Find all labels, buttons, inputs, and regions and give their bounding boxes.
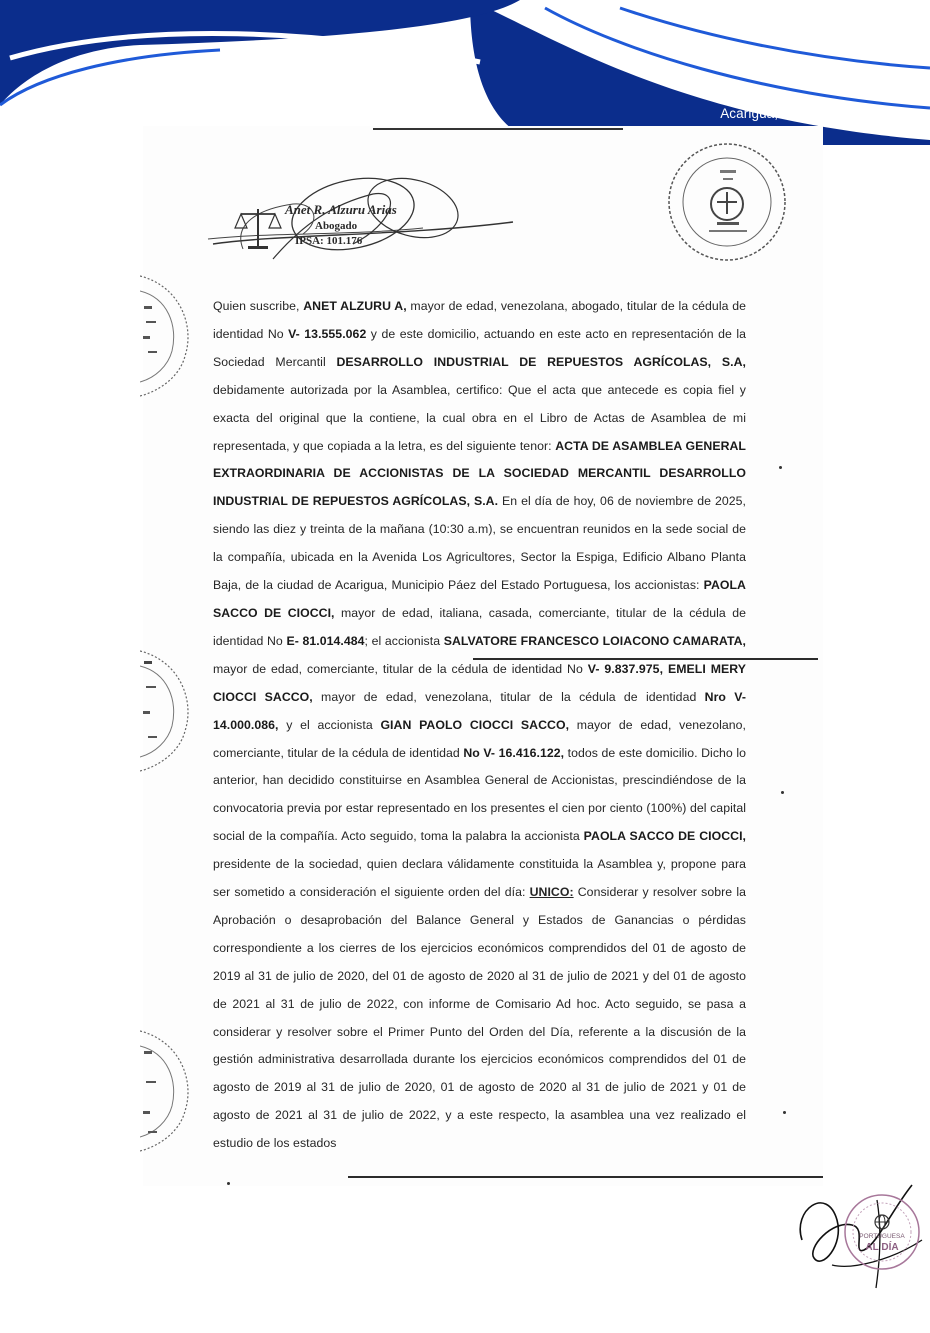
scan-speck (779, 466, 782, 469)
side-stamp-icon (140, 1021, 195, 1161)
scan-speck (783, 1111, 786, 1114)
scales-of-justice-icon (235, 209, 281, 249)
scan-top-line (373, 128, 623, 130)
side-stamp-icon (140, 266, 195, 406)
scanned-document (143, 126, 823, 1186)
side-stamp-icon (140, 641, 195, 781)
seal-line-2: AL DÍA (865, 1242, 899, 1253)
scan-rule-line (473, 658, 818, 660)
header-wave-band (0, 0, 930, 145)
lawyer-title: Abogado (315, 220, 358, 232)
scan-speck (781, 791, 784, 794)
digital-seal (792, 1180, 927, 1290)
registry-stamp-icon (665, 140, 790, 265)
seal-line-1: PORTUGUESA (859, 1233, 905, 1240)
document-body: Quien suscribe, ANET ALZURU A, mayor de edad, venezolana, abogado, titular de la cédula de identidad No V- 13.555.062 y de este domicilio, actuando en este acto en representación de la Sociedad Mercantil DESARROLLO INDUSTRIAL DE REPUESTOS AGRÍCOLAS, S.A, debidamente autorizada por la Asamblea, certifico: Que el acta que antecede es copia fiel y exacta del original que la contiene, la cual obra en el Libro de Actas de Asamblea de mi representada, y que copiada a la letra, es del siguiente tenor: ACTA DE ASAMBLEA GENERAL EXTRAORDINARIA DE ACCIONISTAS DE LA SOCIEDAD MERCANTIL DESARROLLO INDUSTRIAL DE REPUESTOS AGRÍCOLAS, S.A. En el día de hoy, 06 de noviembre de 2025, siendo las diez y treinta de la mañana (10:30 a.m), se encuentran reunidos en la sede social de la compañía, ubicada en la Avenida Los Agricultores, Sector la Espiga, Edificio Albano Planta Baja, de la ciudad de Acarigua, Municipio Páez del Estado Portuguesa, los accionistas: PAOLA SACCO DE CIOCCI, mayor de edad, italiana, casada, comerciante, titular de la cédula de identidad No E- 81.014.484; el accionista SALVATORE FRANCESCO LOIACONO CAMARATA, mayor de edad, comerciante, titular de la cédula de identidad No V- 9.837.975, EMELI MERY CIOCCI SACCO, mayor de edad, venezolana, titular de la cédula de identidad Nro V- 14.000.086, y el accionista GIAN PAOLO CIOCCI SACCO, mayor de edad, venezolano, comerciante, titular de la cédula de identidad No V- 16.416.122, todos de este domicilio. Dicho lo anterior, han decidido constituirse en Asamblea General de Accionistas, prescindiéndose de la convocatoria previa por estar representado en los presentes el cien por ciento (100%) del capital social de la compañía. Acto seguido, toma la palabra la accionista PAOLA SACCO DE CIOCCI, presidente de la sociedad, quien declara válidamente constituida la Asamblea y, propone para ser sometido a consideración el siguiente orden del día: UNICO: Considerar y resolver sobre la Aprobación o desaprobación del Balance General y Estados de Ganancias o pérdidas correspondiente a los cierres de los ejercicios económicos comprendidos del 01 de agosto de 2019 al 31 de julio de 2020, del 01 de agosto de 2020 al 31 de julio de 2021 y del 01 de agosto de 2021 al 31 de julio de 2022, con informe de Comisario Ad hoc. Acto seguido, se pasa a considerar y resolver sobre el Primer Punto del Orden del Día, referente a la discusión de la gestión administrativa desarrollada durante los ejercicios económicos comprendidos del 01 de agosto de 2019 al 31 de julio de 2020, 01 de agosto de 2020 al 31 de julio de 2021 y 01 de agosto de 2021 al 31 de julio de 2022, y a este respecto, la asamblea una vez realizado el estudio de los estados (213, 299, 747, 1151)
header-date: Acarigua, 08 de Enero de 2026 (720, 106, 910, 121)
lawyer-name: Anet R. Alzuru Arias (285, 202, 397, 217)
lawyer-ipsa: IPSA: 101.176 (295, 235, 363, 247)
scan-speck (227, 1182, 230, 1185)
lawyer-signature-stamp (203, 164, 523, 274)
globe-icon (875, 1215, 889, 1229)
scan-rule-line (348, 1176, 823, 1178)
